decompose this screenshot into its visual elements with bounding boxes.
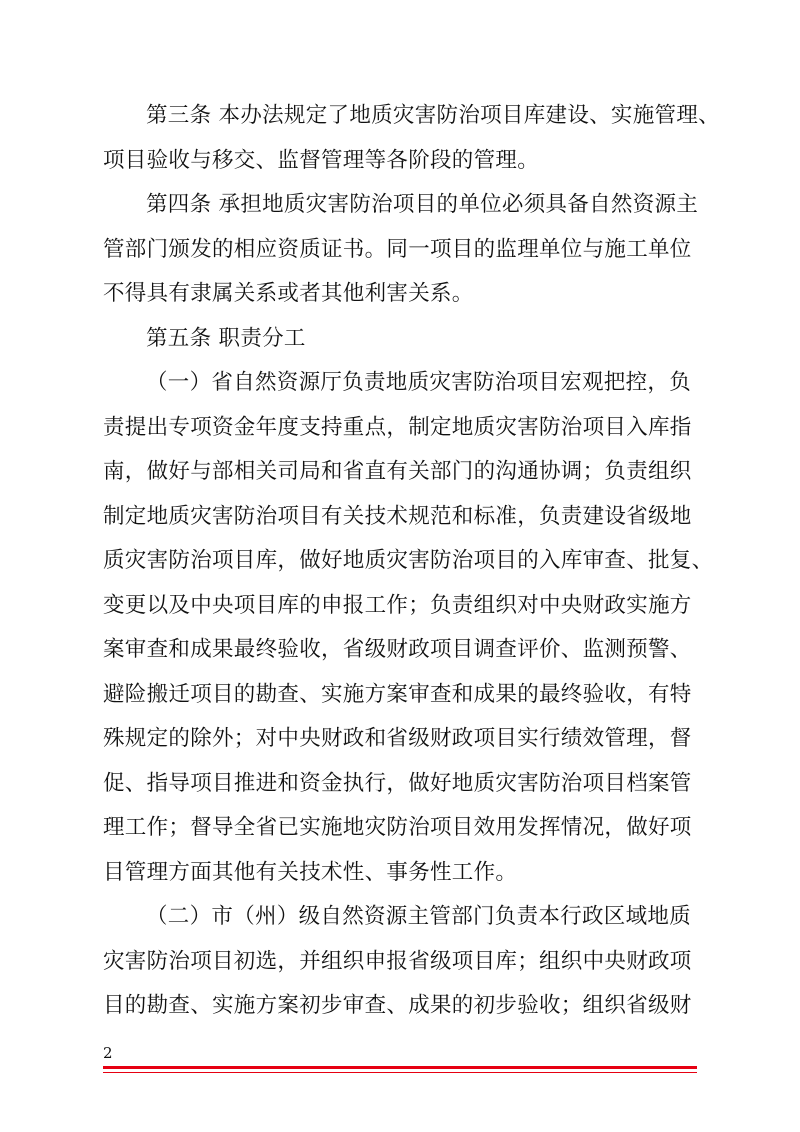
clause-1-line-9: 殊规定的除外；对中央财政和省级财政项目实行绩效管理，督: [103, 726, 692, 751]
article-4-line-2: 管部门颁发的相应资质证书。同一项目的监理单位与施工单位: [103, 236, 692, 262]
document-body: [103, 94, 720, 1029]
clause-1-line-12: 目管理方面其他有关技术性、事务性工作。: [103, 859, 518, 885]
clause-1-line-4: 制定地质灾害防治项目有关技术规范和标准，负责建设省级地: [103, 503, 692, 529]
article-4-line-1: 第四条 承担地质灾害防治项目的单位必须具备自然资源主: [146, 192, 699, 217]
article-4-line-3: 不得具有隶属关系或者其他利害关系。: [103, 281, 474, 306]
clause-1-line-5: 质灾害防治项目库，做好地质灾害防治项目的入库审查、批复、: [103, 548, 714, 573]
clause-1-line-7: 案审查和成果最终验收，省级财政项目调查评价、监测预警、: [103, 637, 692, 662]
clause-1-line-1: （一）省自然资源厅负责地质灾害防治项目宏观把控，负: [146, 370, 692, 395]
clause-1-line-8: 避险搬迁项目的勘查、实施方案审查和成果的最终验收，有特: [103, 681, 692, 707]
clause-1-line-6: 变更以及中央项目库的申报工作；负责组织对中央财政实施方: [103, 592, 692, 618]
article-5-heading: 第五条 职责分工: [146, 325, 306, 351]
clause-2-line-1: （二）市（州）级自然资源主管部门负责本行政区域地质: [146, 904, 692, 929]
article-3-line-2: 项目验收与移交、监督管理等各阶段的管理。: [103, 147, 540, 173]
page-number: 2: [103, 1044, 113, 1062]
article-3-line-1: 第三条 本办法规定了地质灾害防治项目库建设、实施管理、: [146, 103, 720, 128]
clause-1-line-3: 南，做好与部相关司局和省直有关部门的沟通协调；负责组织: [103, 459, 692, 484]
clause-2-line-2: 灾害防治项目初选，并组织申报省级项目库；组织中央财政项: [103, 948, 692, 974]
clause-1-line-11: 理工作；督导全省已实施地灾防治项目效用发挥情况，做好项: [103, 815, 692, 840]
footer-rule-thick: [103, 1066, 697, 1069]
footer-rule-thin: [103, 1072, 697, 1073]
clause-1-line-2: 责提出专项资金年度支持重点，制定地质灾害防治项目入库指: [103, 414, 692, 440]
clause-2-line-3: 目的勘查、实施方案初步审查、成果的初步验收；组织省级财: [103, 993, 692, 1018]
clause-1-line-10: 促、指导项目推进和资金执行，做好地质灾害防治项目档案管: [103, 770, 692, 796]
